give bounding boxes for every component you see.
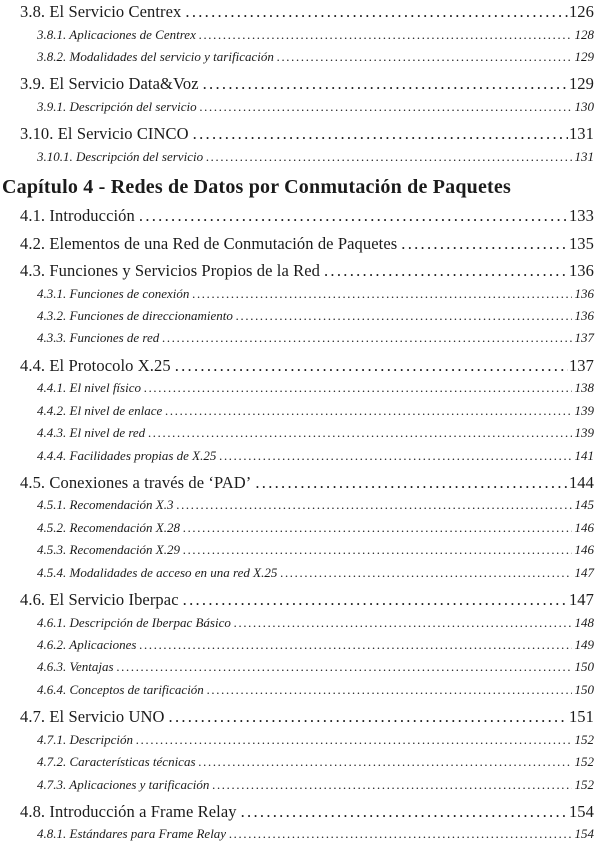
toc-entry [0,400,594,422]
toc-entry-label: 4.4.1. El nivel físico [37,380,141,396]
toc-entry-label: 4.7.2. Características técnicas [37,754,196,770]
toc-entry-page-number: 139 [574,425,594,441]
dot-leader [212,774,571,796]
toc-entry [0,634,594,656]
dot-leader [148,422,571,444]
dot-leader [139,205,568,228]
toc-entry-page-number: 152 [574,731,594,747]
toc-entry-page-number: 137 [574,330,594,346]
toc-entry [0,283,594,305]
toc-entry-label: 4.4.4. Facilidades propias de X.25 [37,447,217,463]
toc-entry-page-number: 138 [574,380,594,396]
toc-entry-page-number: 147 [574,564,594,580]
toc-entry-page-number: 130 [574,98,594,114]
toc-entry-page-number: 136 [568,261,594,281]
dot-leader [183,589,568,612]
dot-leader [185,1,568,24]
toc-entry-label: 4.5. Conexiones a través de ‘PAD’ [20,472,252,492]
toc-entry [0,801,594,824]
dot-leader [277,46,572,68]
toc-entry-page-number: 141 [574,447,594,463]
toc-entry-page-number: 136 [574,285,594,301]
toc-entry-label: 4.3.3. Funciones de red [37,330,160,346]
toc-entry-label: 4.5.1. Recomendación X.3 [37,497,174,513]
dot-leader [193,123,568,146]
toc-entry-label: 3.10.1. Descripción del servicio [37,148,204,164]
toc-entry-label: 4.7.1. Descripción [37,731,134,747]
toc-entry-label: 4.5.3. Recomendación X.29 [37,542,180,558]
toc-entry-label: 4.3.2. Funciones de direccionamiento [37,308,233,324]
toc-entry-page-number: 150 [574,681,594,697]
dot-leader [192,283,571,305]
toc-entry-page-number: 146 [574,519,594,535]
toc-entry-label: 4.6.2. Aplicaciones [37,637,137,652]
toc-entry-label: 4.3. Funciones y Servicios Propios de la Red [20,261,320,281]
toc-entry-page-number: 139 [574,402,594,418]
toc-entry-label: 4.6.4. Conceptos de tarificación [37,681,204,697]
dot-leader [280,562,571,584]
toc-entry [0,327,594,349]
toc-entry [0,562,594,584]
toc-entry-page-number: 128 [574,26,594,42]
toc-entry-page-number: 152 [574,776,594,792]
dot-leader [144,377,572,399]
toc-entry-page-number: 129 [568,74,594,94]
toc-entry-page-number: 150 [574,659,594,675]
toc-entry [0,1,594,24]
toc-entry-label: 4.6. El Servicio Iberpac [20,590,179,610]
toc-entry-page-number: 145 [574,497,594,513]
toc-entry-label: 3.9.1. Descripción del servicio [37,98,197,114]
toc-entry [0,589,594,612]
dot-leader [169,706,568,729]
toc-entry [0,706,594,729]
dot-leader [401,233,568,256]
toc-entry-label: 4.4.2. El nivel de enlace [37,402,163,418]
toc-entry [0,355,594,378]
table-of-contents [0,1,594,846]
toc-entry [0,24,594,46]
toc-entry-page-number: 149 [574,637,594,652]
dot-leader [162,327,571,349]
toc-entry-label: 4.5.2. Recomendación X.28 [37,519,180,535]
toc-entry-page-number: 151 [568,707,594,727]
toc-entry-label: 4.6.3. Ventajas [37,659,114,675]
toc-entry [0,233,594,256]
toc-entry-page-number: 137 [568,355,594,375]
toc-entry [0,46,594,68]
toc-entry-label: 4.3.1. Funciones de conexión [37,285,190,301]
dot-leader [139,634,571,656]
toc-entry-page-number: 144 [568,472,594,492]
toc-entry [0,517,594,539]
toc-entry [0,96,594,118]
dot-leader [255,472,568,495]
toc-entry [0,751,594,773]
toc-entry [0,422,594,444]
toc-entry [0,494,594,516]
toc-entry-label: 4.7. El Servicio UNO [20,707,165,727]
dot-leader [236,305,572,327]
dot-leader [183,539,572,561]
dot-leader [219,445,571,467]
dot-leader [175,355,568,378]
toc-entry-page-number: 154 [568,801,594,821]
toc-entry-label: 4.2. Elementos de una Red de Conmutación de Paquetes [20,233,398,253]
toc-entry [0,656,594,678]
toc-entry-page-number: 126 [568,2,594,21]
toc-entry-label: 4.8. Introducción a Frame Relay [20,801,237,821]
toc-entry-label: 4.1. Introducción [20,206,135,226]
toc-entry [0,612,594,634]
dot-leader [136,729,571,751]
toc-entry-page-number: 152 [574,754,594,770]
toc-entry-label: 4.8.1. Estándares para Frame Relay [37,826,227,842]
toc-entry [0,260,594,283]
dot-leader [241,801,568,824]
dot-leader [199,751,572,773]
dot-leader [203,73,568,96]
toc-entry-label: 3.9. El Servicio Data&Voz [20,74,199,94]
toc-entry-label: 3.8. El Servicio Centrex [20,2,182,21]
dot-leader [206,146,571,168]
dot-leader [117,656,572,678]
toc-entry-label: 4.7.3. Aplicaciones y tarificación [37,776,210,792]
toc-entry [0,146,594,168]
toc-entry [0,679,594,701]
toc-entry [0,539,594,561]
toc-entry-label: 4.5.4. Modalidades de acceso en una red X.25 [37,564,278,580]
toc-entry-page-number: 146 [574,542,594,558]
toc-entry-label: 3.10. El Servicio CINCO [20,124,189,144]
toc-entry-page-number: 133 [568,206,594,226]
dot-leader [200,96,572,118]
dot-leader [176,494,571,516]
toc-entry [0,774,594,796]
dot-leader [207,679,572,701]
toc-entry-page-number: 131 [568,124,594,144]
dot-leader [183,517,572,539]
toc-entry [0,123,594,146]
chapter-heading: Capítulo 4 - Redes de Datos por Conmutación de Paquetes [2,176,511,199]
toc-entry-page-number: 154 [574,826,594,842]
dot-leader [229,823,571,845]
toc-entry [0,729,594,751]
dot-leader [324,260,568,283]
toc-entry-page-number: 148 [574,614,594,630]
toc-entry-page-number: 135 [568,233,594,253]
toc-entry [0,823,594,845]
toc-entry [0,472,594,495]
toc-entry-label: 4.4.3. El nivel de red [37,425,146,441]
toc-entry-label: 3.8.2. Modalidades del servicio y tarificación [37,48,274,64]
toc-entry-page-number: 147 [568,590,594,610]
dot-leader [234,612,572,634]
toc-entry [0,73,594,96]
dot-leader [199,24,572,46]
toc-entry-label: 3.8.1. Aplicaciones de Centrex [37,26,196,42]
toc-entry-page-number: 136 [574,308,594,324]
toc-entry-page-number: 131 [574,148,594,164]
toc-entry [0,445,594,467]
dot-leader [165,400,571,422]
toc-entry-label: 4.6.1. Descripción de Iberpac Básico [37,614,231,630]
toc-entry-page-number: 129 [574,48,594,64]
toc-entry [0,377,594,399]
toc-entry-label: 4.4. El Protocolo X.25 [20,355,171,375]
toc-entry [0,305,594,327]
toc-entry [0,205,594,228]
